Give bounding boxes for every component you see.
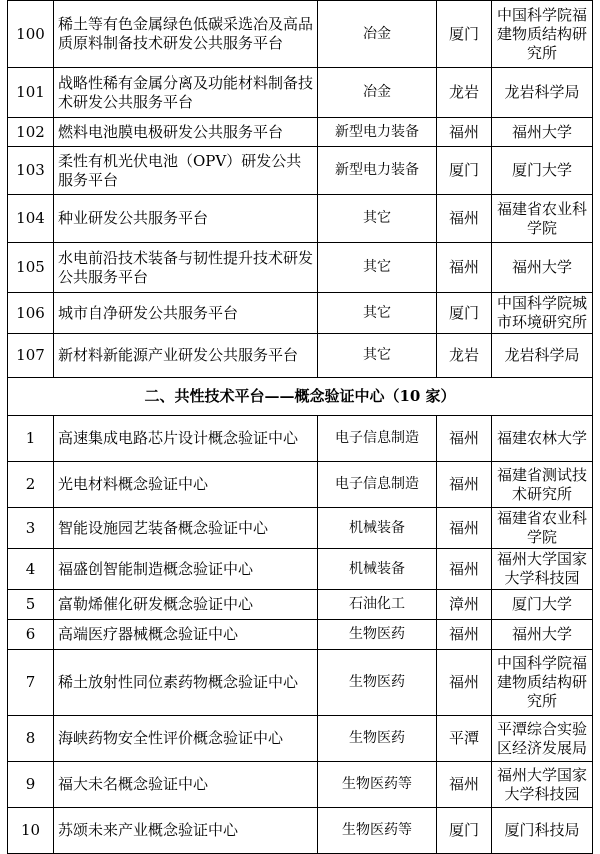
platform-name: 种业研发公共服务平台 [54,195,318,243]
unit-cell: 福州大学 [492,243,593,293]
platform-name: 城市自净研发公共服务平台 [54,293,318,334]
table-row [8,1,593,68]
industry-cell: 冶金 [318,1,437,68]
center-name: 苏颂未来产业概念验证中心 [54,808,318,854]
industry-cell: 电子信息制造 [318,462,437,508]
row-number: 1 [8,416,54,462]
table-row [8,620,593,650]
industry-cell: 冶金 [318,68,437,118]
unit-cell: 福建省农业科学院 [492,195,593,243]
row-number: 103 [8,147,54,195]
city-cell: 福州 [437,620,492,650]
industry-cell: 其它 [318,195,437,243]
table-row [8,334,593,378]
row-number: 10 [8,808,54,854]
platform-name: 水电前沿技术装备与韧性提升技术研发公共服务平台 [54,243,318,293]
city-cell: 龙岩 [437,68,492,118]
unit-cell: 厦门科技局 [492,808,593,854]
city-cell: 福州 [437,762,492,808]
unit-cell: 福建省农业科学院 [492,508,593,549]
row-number: 8 [8,716,54,762]
platform-name: 燃料电池膜电极研发公共服务平台 [54,118,318,147]
section-header-row [8,378,593,416]
city-cell: 福州 [437,243,492,293]
table-row [8,716,593,762]
platform-name: 战略性稀有金属分离及功能材料制备技术研发公共服务平台 [54,68,318,118]
unit-cell: 龙岩科学局 [492,68,593,118]
table-row [8,118,593,147]
industry-cell: 机械装备 [318,508,437,549]
city-cell: 福州 [437,195,492,243]
table-row [8,762,593,808]
industry-cell: 其它 [318,293,437,334]
city-cell: 福州 [437,549,492,590]
city-cell: 厦门 [437,808,492,854]
table-row [8,68,593,118]
platform-name: 柔性有机光伏电池（OPV）研发公共服务平台 [54,147,318,195]
city-cell: 福州 [437,118,492,147]
table-row [8,650,593,716]
table-row [8,549,593,590]
center-name: 光电材料概念验证中心 [54,462,318,508]
row-number: 9 [8,762,54,808]
unit-cell: 福州大学国家大学科技园 [492,549,593,590]
table-row [8,808,593,854]
city-cell: 福州 [437,650,492,716]
row-number: 6 [8,620,54,650]
center-name: 海峡药物安全性评价概念验证中心 [54,716,318,762]
city-cell: 福州 [437,416,492,462]
unit-cell: 平潭综合实验区经济发展局 [492,716,593,762]
center-name: 福盛创智能制造概念验证中心 [54,549,318,590]
industry-cell: 新型电力装备 [318,118,437,147]
industry-cell: 机械装备 [318,549,437,590]
row-number: 2 [8,462,54,508]
platform-name: 稀土等有色金属绿色低碳采选冶及高品质原料制备技术研发公共服务平台 [54,1,318,68]
row-number: 107 [8,334,54,378]
center-name: 富勒烯催化研发概念验证中心 [54,590,318,620]
city-cell: 厦门 [437,1,492,68]
industry-cell: 石油化工 [318,590,437,620]
unit-cell: 福建农林大学 [492,416,593,462]
center-name: 高速集成电路芯片设计概念验证中心 [54,416,318,462]
section-title: 二、共性技术平台——概念验证中心（10 家） [8,378,593,416]
table-row [8,293,593,334]
center-name: 稀土放射性同位素药物概念验证中心 [54,650,318,716]
industry-cell: 新型电力装备 [318,147,437,195]
platform-name: 新材料新能源产业研发公共服务平台 [54,334,318,378]
city-cell: 龙岩 [437,334,492,378]
row-number: 3 [8,508,54,549]
row-number: 102 [8,118,54,147]
city-cell: 厦门 [437,147,492,195]
unit-cell: 中国科学院福建物质结构研究所 [492,1,593,68]
industry-cell: 其它 [318,334,437,378]
row-number: 104 [8,195,54,243]
row-number: 106 [8,293,54,334]
city-cell: 福州 [437,462,492,508]
city-cell: 漳州 [437,590,492,620]
unit-cell: 福州大学 [492,620,593,650]
row-number: 4 [8,549,54,590]
city-cell: 厦门 [437,293,492,334]
row-number: 100 [8,1,54,68]
unit-cell: 中国科学院城市环境研究所 [492,293,593,334]
table-row [8,416,593,462]
center-name: 福大未名概念验证中心 [54,762,318,808]
industry-cell: 生物医药等 [318,762,437,808]
row-number: 5 [8,590,54,620]
unit-cell: 福州大学 [492,118,593,147]
table-row [8,147,593,195]
table-row [8,590,593,620]
industry-cell: 其它 [318,243,437,293]
row-number: 101 [8,68,54,118]
industry-cell: 生物医药 [318,620,437,650]
industry-cell: 生物医药等 [318,808,437,854]
unit-cell: 福建省测试技术研究所 [492,462,593,508]
center-name: 高端医疗器械概念验证中心 [54,620,318,650]
center-name: 智能设施园艺装备概念验证中心 [54,508,318,549]
unit-cell: 厦门大学 [492,147,593,195]
table-row [8,195,593,243]
unit-cell: 厦门大学 [492,590,593,620]
row-number: 105 [8,243,54,293]
table-row [8,462,593,508]
city-cell: 平潭 [437,716,492,762]
city-cell: 福州 [437,508,492,549]
unit-cell: 福州大学国家大学科技园 [492,762,593,808]
unit-cell: 中国科学院福建物质结构研究所 [492,650,593,716]
industry-cell: 生物医药 [318,716,437,762]
row-number: 7 [8,650,54,716]
platform-table [7,0,593,854]
table-row [8,508,593,549]
unit-cell: 龙岩科学局 [492,334,593,378]
industry-cell: 电子信息制造 [318,416,437,462]
table-row [8,243,593,293]
industry-cell: 生物医药 [318,650,437,716]
